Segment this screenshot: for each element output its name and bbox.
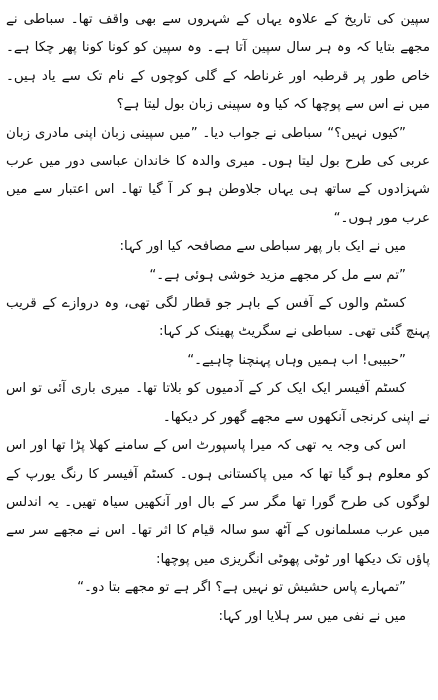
paragraph-6: ”حبیبی! اب ہمیں وہاں پہنچنا چاہیے۔“ bbox=[187, 352, 406, 368]
paragraph-3: میں نے ایک بار پھر سباطی سے مصافحہ کیا اور کہا: bbox=[119, 239, 406, 255]
paragraph-2: ”کیوں نہیں؟“ سباطی نے جواب دیا۔ ”میں سپینی زبان اپنی مادری زبان عربی کی طرح بول لیتا ہوں۔ میری والدہ کا خاندان عباسی دور میں عرب شہزادوں کے ساتھ ہی یہاں جلاوطن ہو کر آ گیا تھا۔ اس اعتبار سے میں عرب مور ہوں۔“ bbox=[6, 125, 430, 226]
paragraph-1: سپین کی تاریخ کے علاوہ یہاں کے شہروں سے بھی واقف تھا۔ سباطی نے مجھے بتایا کہ وہ ہر سال سپین آتا ہے۔ وہ سپین کو کونا کونا پھر چکا ہے۔ خاص طور پر قرطبہ اور غرناطہ کے گلی کوچوں کے نام تک سے یاد ہیں۔ میں نے اس سے پوچھا کہ کیا وہ سپینی زبان بول لیتا ہے؟ bbox=[6, 12, 430, 113]
paragraph-5: کسٹم والوں کے آفس کے باہر جو قطار لگی تھی، وہ دروازے کے قریب پہنچ گئی تھی۔ سباطی نے سگریٹ پھینک کر کہا: bbox=[6, 296, 430, 340]
paragraph-8: اس کی وجہ یہ تھی کہ میرا پاسپورٹ اس کے سامنے کھلا پڑا تھا اور اس کو معلوم ہو گیا تھا کہ میں پاکستانی ہوں۔ کسٹم آفیسر کا رنگ یورپ کے لوگوں کی طرح گورا تھا مگر سر کے بال اور آنکھیں سیاہ تھیں۔ یہ اندلس میں عرب مسلمانوں کے آٹھ سو سالہ قیام کا اثر تھا۔ اس نے مجھے سر سے پاؤں تک دیکھا اور ٹوٹی پھوٹی انگریزی میں پوچھا: bbox=[6, 438, 430, 567]
paragraph-9: ”تمہارے پاس حشیش تو نہیں ہے؟ اگر ہے تو مجھے بتا دو۔“ bbox=[77, 580, 406, 596]
paragraph-7: کسٹم آفیسر ایک ایک کر کے آدمیوں کو بلاتا تھا۔ میری باری آئی تو اس نے اپنی کرنجی آنکھوں سے مجھے گھور کر دیکھا۔ bbox=[6, 381, 430, 425]
paragraph-10: میں نے نفی میں سر ہلایا اور کہا: bbox=[218, 608, 406, 624]
paragraph-4: ”تم سے مل کر مجھے مزید خوشی ہوئی ہے۔“ bbox=[149, 267, 406, 283]
